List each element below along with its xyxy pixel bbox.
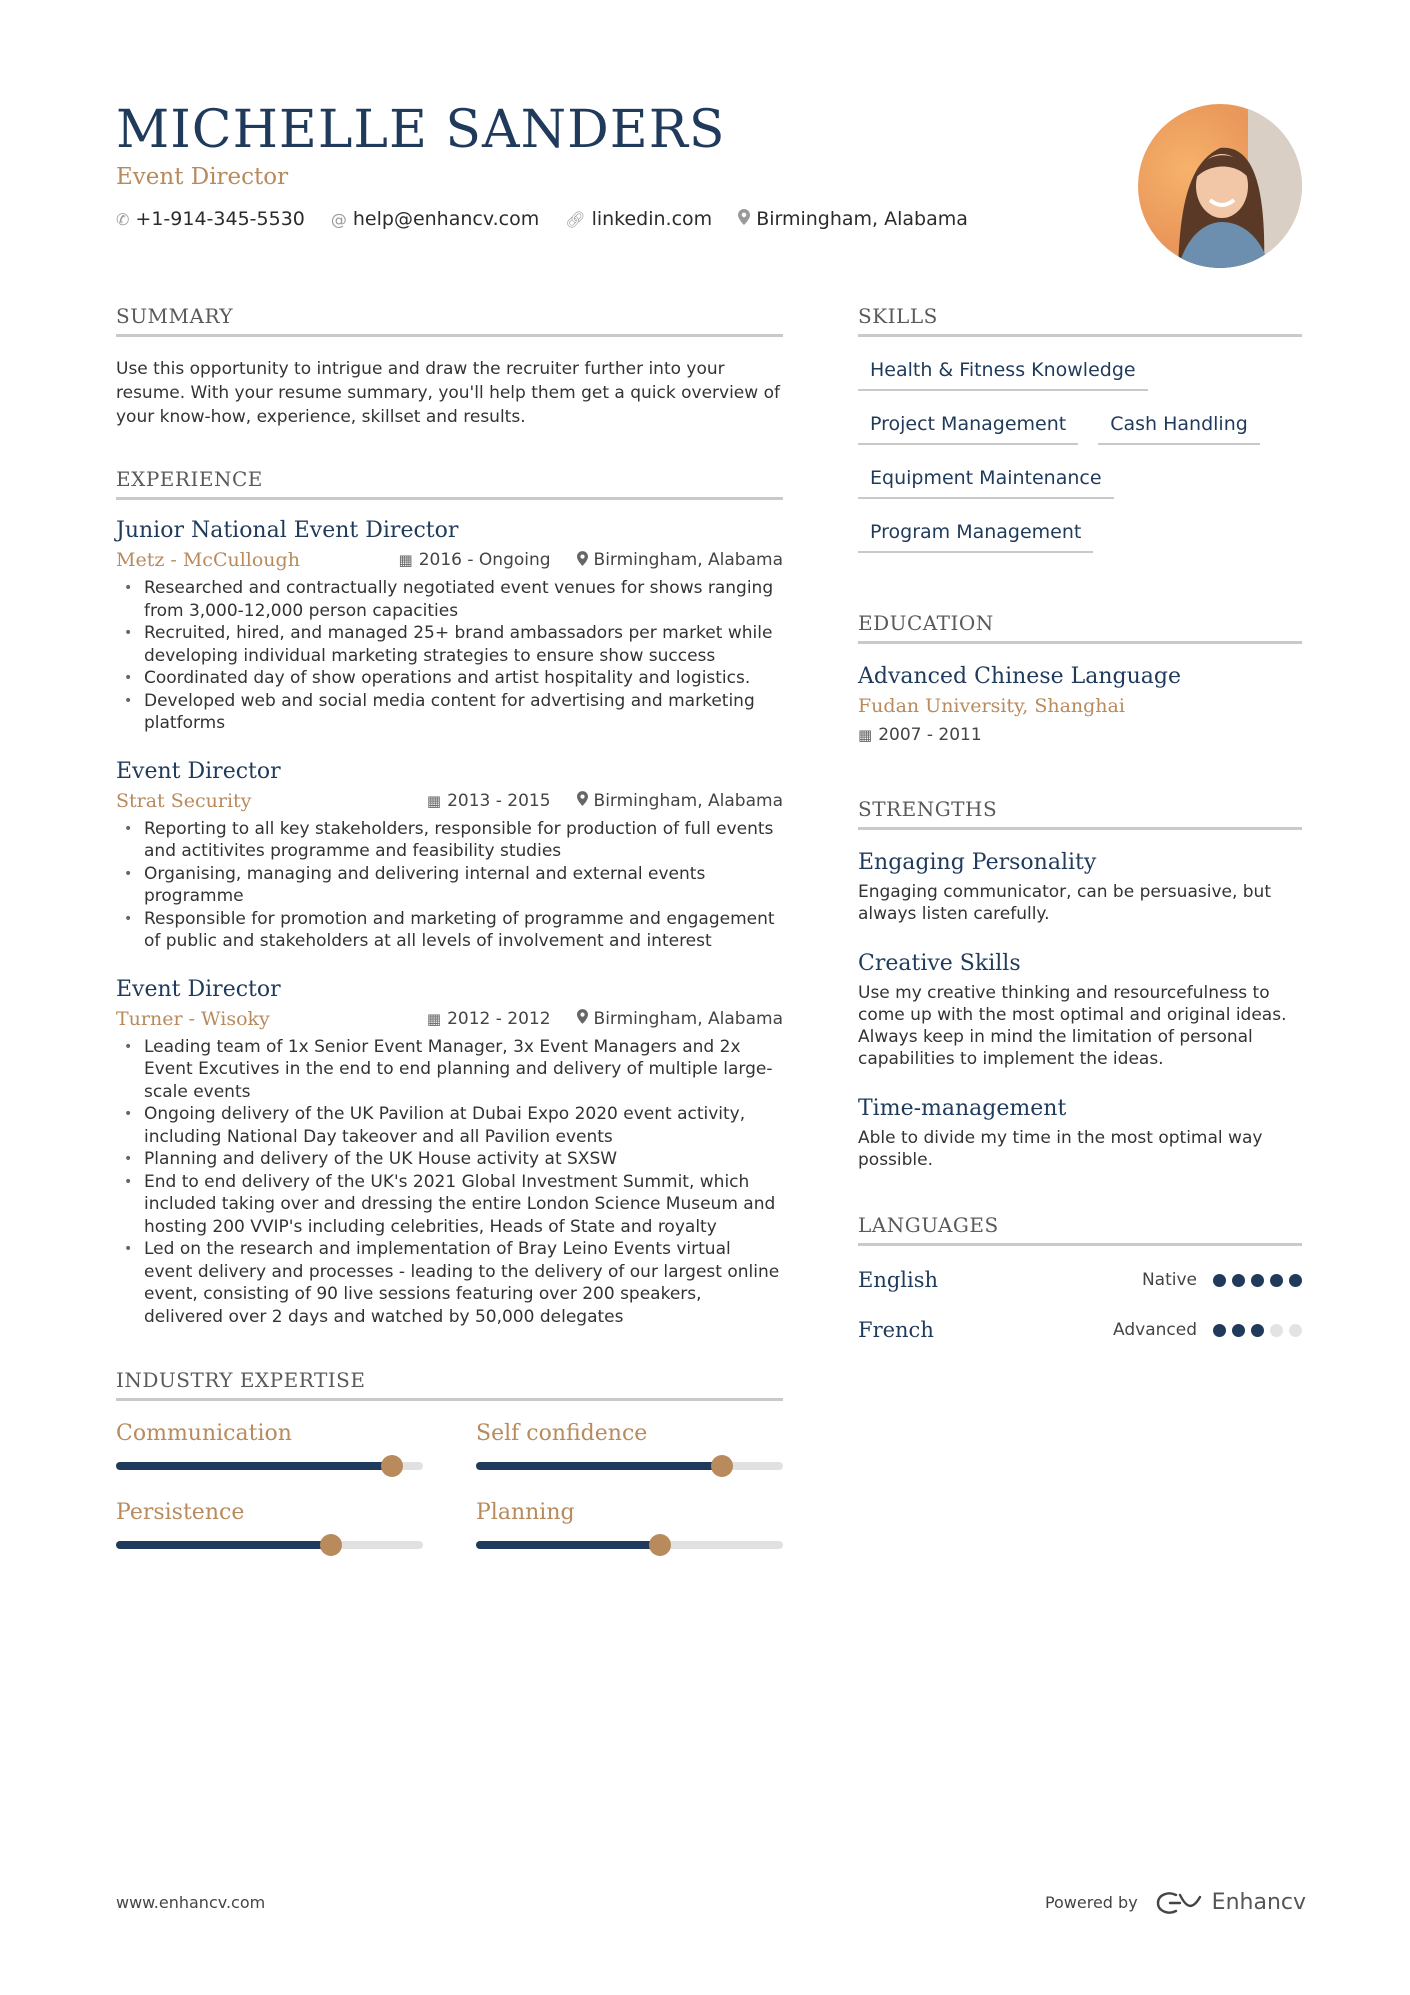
- expertise-bar-knob: [711, 1455, 733, 1477]
- contact-location: [738, 208, 968, 230]
- email-text: help@enhancv.com: [352, 208, 540, 230]
- expertise-heading: INDUSTRY EXPERTISE: [116, 1368, 783, 1401]
- candidate-name: MICHELLE SANDERS: [116, 100, 726, 160]
- job-company: Turner - Wisoky: [116, 1007, 270, 1030]
- language-dot-filled: [1232, 1324, 1245, 1337]
- location-text: Birmingham, Alabama: [756, 208, 968, 230]
- job-meta: [116, 790, 783, 812]
- language-dots: [1213, 1324, 1302, 1337]
- strength-item: [858, 850, 1302, 925]
- job-bullet: • Ongoing delivery of the UK Pavilion at Dubai Expo 2020 event activity, including National Day takeover and all Pavilion events: [116, 1103, 783, 1148]
- language-row: [858, 1268, 1302, 1292]
- job-dates: 2012 - 2012: [447, 1008, 551, 1029]
- job-bullet: • Developed web and social media content for advertising and marketing platforms: [116, 690, 783, 735]
- experience-section: [116, 467, 783, 1328]
- expertise-label: Planning: [476, 1500, 575, 1525]
- calendar-icon: ▦: [426, 1009, 442, 1028]
- skill-tag: Equipment Maintenance: [858, 467, 1114, 499]
- skills-list: [858, 359, 1302, 553]
- language-dot-empty: [1289, 1324, 1302, 1337]
- expertise-label: Self confidence: [476, 1421, 648, 1446]
- calendar-icon: ▦: [426, 791, 442, 810]
- education-school: Fudan University, Shanghai: [858, 695, 1125, 717]
- education-dates-row: [858, 725, 1302, 745]
- summary-text: Use this opportunity to intrigue and draw the recruiter further into your resume. With your resume summary, you'll help them get a quick overview of your know-how, experience, skillset and results.: [116, 359, 780, 427]
- education-heading: EDUCATION: [858, 611, 1302, 644]
- job-bullet: • Coordinated day of show operations and artist hospitality and logistics.: [116, 667, 783, 690]
- location-pin-icon: [738, 209, 750, 229]
- profile-photo: [1138, 104, 1302, 268]
- language-level: Native: [1141, 1270, 1197, 1290]
- job-title: Event Director: [116, 976, 281, 1002]
- job-bullet: • Planning and delivery of the UK House activity at SXSW: [116, 1148, 783, 1171]
- job-location: Birmingham, Alabama: [593, 790, 783, 811]
- language-name: English: [858, 1268, 939, 1292]
- language-dot-filled: [1251, 1274, 1264, 1287]
- enhancv-logo-icon: [1156, 1891, 1202, 1915]
- job-bullet: • Recruited, hired, and managed 25+ brand ambassadors per market while developing individual marketing strategies to ensure show success: [116, 622, 783, 667]
- job-bullet: • Led on the research and implementation of Bray Leino Events virtual event delivery and processes - leading to the delivery of our largest online event, consisting of 90 live sessions featuring over 200 speakers, delivered over 2 days and watched by 50,000 delegates: [116, 1238, 783, 1328]
- education-degree: Advanced Chinese Language: [858, 664, 1181, 689]
- location-pin-icon: [577, 791, 588, 810]
- job-bullet: • Researched and contractually negotiated event venues for shows ranging from 3,000-12,000 person capacities: [116, 577, 783, 622]
- strength-desc: Use my creative thinking and resourcefulness to come up with the most optimal and original ideas. Always keep in mind the limitation of personal capabilities to implement the ideas.: [858, 983, 1287, 1069]
- expertise-bar: [476, 1541, 783, 1549]
- language-dot-filled: [1213, 1274, 1226, 1287]
- language-dot-filled: [1213, 1324, 1226, 1337]
- at-icon: @: [330, 209, 347, 229]
- strengths-heading: STRENGTHS: [858, 797, 1302, 830]
- job-meta: [116, 549, 783, 571]
- job-title: Event Director: [116, 758, 281, 784]
- strength-title: Engaging Personality: [858, 850, 1097, 875]
- job-location: Birmingham, Alabama: [593, 1008, 783, 1029]
- strength-item: [858, 1096, 1302, 1171]
- expertise-bar-fill: [116, 1462, 392, 1470]
- language-name: French: [858, 1318, 934, 1342]
- skill-tag: Project Management: [858, 413, 1078, 445]
- expertise-section: [116, 1368, 783, 1549]
- languages-section: [858, 1213, 1302, 1342]
- calendar-icon: ▦: [398, 551, 413, 569]
- job-entry: [116, 977, 783, 1329]
- skill-tag: Program Management: [858, 521, 1093, 553]
- job-bullet: • Organising, managing and delivering internal and external events programme: [116, 863, 783, 908]
- job-dates: 2013 - 2015: [447, 790, 551, 811]
- expertise-item: [116, 1500, 423, 1549]
- education-dates: 2007 - 2011: [878, 725, 982, 745]
- job-company: Metz - McCullough: [116, 549, 300, 571]
- job-bullet: • Leading team of 1x Senior Event Manager, 3x Event Managers and 2x Event Excutives in the end to end planning and delivery of multiple large-scale events: [116, 1036, 783, 1104]
- language-dot-filled: [1270, 1274, 1283, 1287]
- expertise-bar-fill: [476, 1462, 722, 1470]
- strength-desc: Able to divide my time in the most optimal way possible.: [858, 1128, 1263, 1170]
- expertise-bar: [116, 1462, 423, 1470]
- job-company: Strat Security: [116, 789, 252, 812]
- language-row: [858, 1318, 1302, 1342]
- language-level: Advanced: [1113, 1320, 1197, 1340]
- education-section: [858, 611, 1302, 745]
- footer: [116, 1890, 1306, 1915]
- expertise-item: [476, 1421, 783, 1470]
- experience-heading: EXPERIENCE: [116, 467, 783, 500]
- location-pin-icon: [577, 551, 588, 570]
- language-dot-filled: [1289, 1274, 1302, 1287]
- skill-tag: Cash Handling: [1098, 413, 1260, 445]
- job-bullets: [116, 1036, 783, 1329]
- phone-icon: ✆: [116, 209, 130, 229]
- link-icon: 🔗︎: [565, 209, 586, 229]
- expertise-item: [476, 1500, 783, 1549]
- job-bullets: [116, 577, 783, 735]
- location-pin-icon: [577, 1009, 588, 1028]
- contact-phone[interactable]: [116, 208, 305, 230]
- job-bullets: [116, 818, 783, 953]
- expertise-bar-knob: [649, 1534, 671, 1556]
- brand-name: Enhancv: [1211, 1890, 1306, 1915]
- expertise-bar-knob: [381, 1455, 403, 1477]
- contact-row: [116, 208, 1116, 230]
- strength-title: Creative Skills: [858, 951, 1021, 976]
- strength-item: [858, 951, 1302, 1070]
- job-meta: [116, 1008, 783, 1030]
- powered-by: [1045, 1890, 1306, 1915]
- phone-text: +1-914-345-5530: [135, 208, 305, 230]
- calendar-icon: ▦: [858, 726, 873, 744]
- brand-logo[interactable]: [1156, 1890, 1306, 1915]
- contact-linkedin[interactable]: [565, 208, 712, 230]
- job-bullet: • Reporting to all key stakeholders, responsible for production of full events and actitivites programme and feasibility studies: [116, 818, 783, 863]
- job-bullet: • End to end delivery of the UK's 2021 Global Investment Summit, which included taking over and dressing the entire London Science Museum and hosting 200 VVIP's including celebrities, Heads of State and royalty: [116, 1171, 783, 1239]
- expertise-label: Communication: [116, 1421, 292, 1446]
- language-dot-empty: [1270, 1324, 1283, 1337]
- skills-section: [858, 304, 1302, 553]
- strength-title: Time-management: [858, 1096, 1067, 1121]
- expertise-bar-fill: [116, 1541, 331, 1549]
- job-dates: 2016 - Ongoing: [418, 550, 551, 570]
- footer-website[interactable]: www.enhancv.com: [116, 1893, 266, 1912]
- summary-heading: SUMMARY: [116, 304, 783, 337]
- expertise-item: [116, 1421, 423, 1470]
- contact-email[interactable]: [331, 208, 539, 230]
- expertise-bar: [476, 1462, 783, 1470]
- language-dots: [1213, 1274, 1302, 1287]
- strength-desc: Engaging communicator, can be persuasive, but always listen carefully.: [858, 882, 1271, 924]
- job-entry: [116, 759, 783, 953]
- languages-heading: LANGUAGES: [858, 1213, 1302, 1246]
- job-location: Birmingham, Alabama: [593, 550, 783, 570]
- summary-section: [116, 304, 783, 429]
- language-dot-filled: [1232, 1274, 1245, 1287]
- job-entry: [116, 518, 783, 735]
- powered-by-label: Powered by: [1044, 1893, 1138, 1912]
- language-dot-filled: [1251, 1324, 1264, 1337]
- expertise-bar-knob: [320, 1534, 342, 1556]
- expertise-bar-fill: [476, 1541, 660, 1549]
- linkedin-text: linkedin.com: [591, 208, 713, 230]
- job-title: Junior National Event Director: [116, 518, 459, 543]
- expertise-bar: [116, 1541, 423, 1549]
- expertise-grid: [116, 1421, 783, 1549]
- strengths-section: [858, 797, 1302, 1171]
- left-column: [116, 304, 783, 1589]
- candidate-role: Event Director: [116, 164, 289, 190]
- right-column: [858, 304, 1302, 1382]
- expertise-label: Persistence: [116, 1500, 245, 1525]
- skill-tag: Health & Fitness Knowledge: [858, 359, 1148, 391]
- skills-heading: SKILLS: [858, 304, 1302, 337]
- resume-header: [116, 98, 1116, 230]
- job-bullet: • Responsible for promotion and marketing of programme and engagement of public and stakeholders at all levels of involvement and interest: [116, 908, 783, 953]
